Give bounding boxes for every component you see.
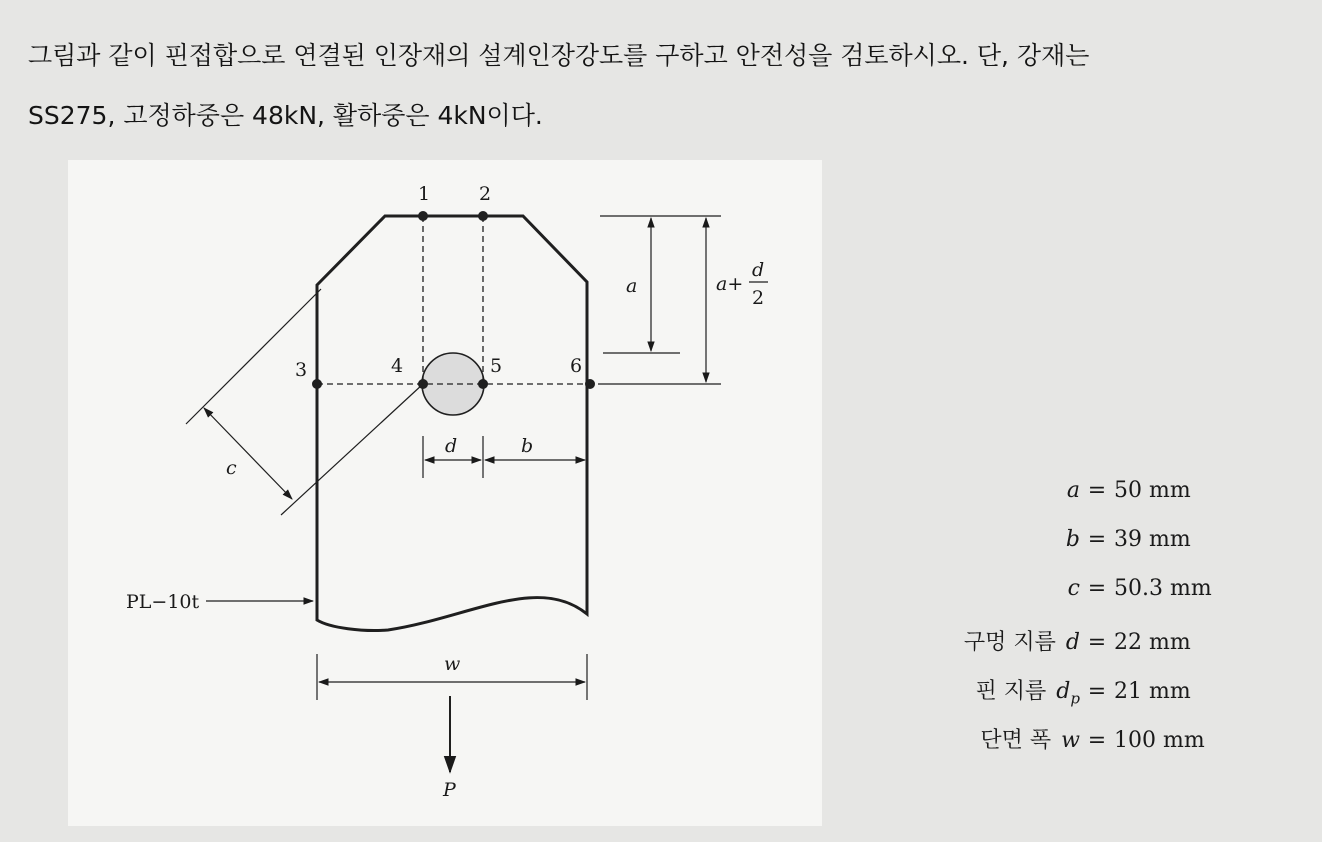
param-value: 21 mm [1114,679,1191,704]
param-row: c = 50.3 mm [1067,576,1212,601]
dim-label-w: w [444,653,461,675]
plate-outline [317,216,587,631]
param-row: a = 50 mm [1066,478,1191,503]
dimension-a-lines [598,216,721,384]
point-label-4: 4 [391,355,404,377]
param-row: b = 39 mm [1065,527,1191,552]
point-label-5: 5 [490,355,503,377]
point-label-6: 6 [570,355,583,377]
figure-panel [68,160,822,826]
point-label-2: 2 [479,183,492,205]
param-value: 50.3 mm [1114,576,1212,601]
plate-label: PL−10t [126,591,200,613]
dim-label-b: b [521,435,534,457]
load-label: P [443,779,456,801]
param-value: 22 mm [1114,630,1191,655]
point-label-3: 3 [295,359,308,381]
param-row: 구멍 지름 d = 22 mm [963,630,1191,655]
dim-label-a: a [626,275,638,297]
dim-label-frac-num: d [752,259,765,281]
dimension-c-lines [186,289,423,515]
dim-label-frac-den: 2 [752,287,765,309]
pin-connected-plate-diagram [68,160,822,826]
point-label-1: 1 [418,183,431,205]
dim-label-c: c [226,457,237,479]
problem-line-1: 그림과 같이 핀접합으로 연결된 인장재의 설계인장강도를 구하고 안전성을 검토하시오. 단, 강재는 [28,41,1090,70]
problem-statement [28,26,1308,146]
dim-label-d: d [445,435,458,457]
param-row: 단면 폭 w = 100 mm [980,728,1205,753]
problem-line-2: SS275, 고정하중은 48kN, 활하중은 4kN이다. [28,101,543,130]
param-value: 39 mm [1114,527,1191,552]
param-value: 100 mm [1114,728,1205,753]
dim-label-a-plus: a+ [716,273,744,295]
param-value: 50 mm [1114,478,1191,503]
param-row: 핀 지름 $d_p$ = 21 mm [975,679,1191,708]
